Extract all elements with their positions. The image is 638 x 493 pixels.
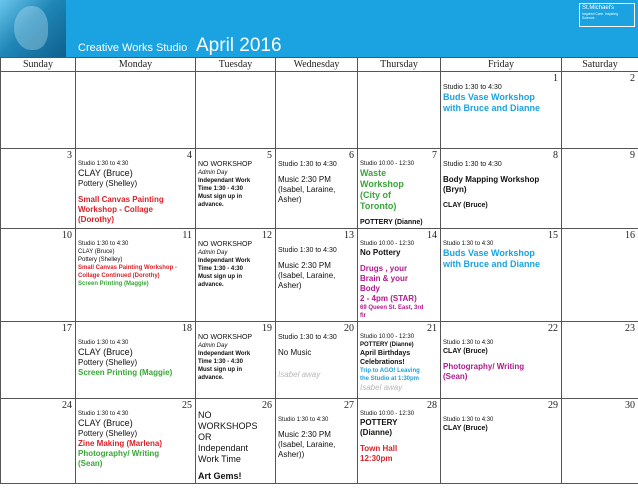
month-title: April 2016 (196, 35, 282, 56)
day-cell[interactable] (441, 149, 562, 229)
event-text: Studio 1:30 to 4:30 (78, 340, 129, 346)
event-list (278, 410, 343, 460)
week-row (1, 149, 638, 229)
day-cell[interactable] (76, 322, 196, 399)
weekday-label: Wednesday (276, 58, 358, 72)
event-list (360, 333, 426, 393)
event-text: Pottery (Shelley) (78, 429, 138, 438)
event-text: Town Hall 12:30pm (360, 444, 398, 463)
event-text: Studio 1:30 to 4:30 (278, 161, 337, 168)
event-text: CLAY (Bruce) (78, 347, 133, 357)
day-cell[interactable] (76, 72, 196, 149)
event-text: Pottery (Shelley) (78, 179, 138, 188)
event-text: Pottery (Shelley) (78, 358, 138, 367)
event-text: Photography/ Writing (Sean) (443, 362, 525, 381)
event-text: Must sign up in advance. (198, 194, 242, 208)
day-cell[interactable] (76, 229, 196, 322)
day-cell[interactable] (1, 229, 76, 322)
event-text: NO WORKSHOP (198, 241, 253, 248)
event-text: Independant Work Time 1:30 - 4:30 (198, 351, 251, 365)
day-number: 16 (625, 230, 635, 241)
day-number: 3 (67, 150, 72, 161)
day-cell[interactable] (441, 399, 562, 484)
event-text: Studio 1:30 to 4:30 (443, 417, 494, 423)
event-text: Small Canvas Painting Workshop - Collage (Dorothy) (78, 195, 164, 224)
event-text: Studio 1:30 to 4:30 (443, 241, 494, 247)
day-cell[interactable] (562, 322, 638, 399)
event-text: Admin Day (198, 250, 228, 256)
weekday-label: Monday (76, 58, 196, 72)
event-text: April Birthdays Celebrations! (360, 350, 411, 366)
event-text: 2 - 4pm (STAR) (360, 294, 417, 303)
day-number: 8 (553, 150, 558, 161)
day-number: 1 (553, 73, 558, 84)
day-number: 5 (267, 150, 272, 161)
day-cell[interactable] (196, 322, 276, 399)
event-text: Photography/ Writing (Sean) (78, 449, 160, 468)
weekday-label: Friday (441, 58, 562, 72)
event-list (198, 333, 261, 382)
weekday-label: Sunday (1, 58, 76, 72)
day-cell[interactable] (196, 399, 276, 484)
event-list (443, 83, 547, 114)
event-text: Body Mapping Workshop (Bryn) (443, 175, 540, 194)
week-row (1, 229, 638, 322)
event-text: Screen Printing (Maggie) (78, 281, 149, 287)
day-cell[interactable] (276, 322, 358, 399)
event-text: Admin Day (198, 343, 228, 349)
event-text: Studio 1:30 to 4:30 (78, 241, 129, 247)
day-number: 25 (182, 400, 192, 411)
event-text: Studio 10:00 - 12:30 (360, 334, 415, 340)
studio-name: Creative Works Studio (78, 42, 188, 54)
day-number: 27 (344, 400, 354, 411)
week-row (1, 72, 638, 149)
event-list (78, 410, 181, 469)
day-number: 10 (62, 230, 72, 241)
event-list (360, 160, 426, 227)
event-text: Pottery (Shelley) (78, 257, 123, 263)
day-cell[interactable] (1, 72, 76, 149)
event-text: CLAY (Bruce) (78, 249, 115, 255)
event-text: No Pottery (360, 248, 401, 257)
day-number: 7 (432, 150, 437, 161)
day-cell[interactable] (276, 149, 358, 229)
event-text: Studio 1:30 to 4:30 (278, 417, 329, 423)
event-list (78, 240, 181, 288)
day-number: 15 (548, 230, 558, 241)
day-cell[interactable] (358, 229, 441, 322)
day-cell[interactable] (196, 229, 276, 322)
event-text: Studio 10:00 - 12:30 (360, 161, 415, 167)
weekday-label: Saturday (562, 58, 638, 72)
event-list (360, 240, 426, 320)
header-photo (0, 0, 66, 57)
event-text: Small Canvas Painting Workshop - Collage Continued (Dorothy) (78, 265, 177, 279)
day-number: 21 (427, 323, 437, 334)
event-text: POTTERY (Dianne) (360, 418, 398, 437)
day-cell[interactable] (276, 229, 358, 322)
day-cell[interactable] (358, 149, 441, 229)
event-text: Drugs , your Brain & your Body (360, 264, 409, 293)
day-number: 20 (344, 323, 354, 334)
day-number: 19 (262, 323, 272, 334)
day-cell[interactable] (196, 149, 276, 229)
day-cell[interactable] (358, 322, 441, 399)
day-cell[interactable] (562, 399, 638, 484)
day-cell[interactable] (441, 229, 562, 322)
event-text: Studio 1:30 to 4:30 (78, 161, 129, 167)
day-number: 18 (182, 323, 192, 334)
event-text: Buds Vase Workshop with Bruce and Dianne (443, 248, 541, 269)
event-text: Waste Workshop (City of Toronto) (360, 168, 404, 211)
week-row (1, 322, 638, 399)
day-cell[interactable] (358, 72, 441, 149)
day-cell[interactable] (358, 399, 441, 484)
event-text: Isabel away (278, 370, 321, 379)
day-number: 23 (625, 323, 635, 334)
event-list (443, 333, 547, 382)
day-number: 22 (548, 323, 558, 334)
day-number: 13 (344, 230, 354, 241)
day-cell[interactable] (562, 229, 638, 322)
event-list (443, 160, 547, 210)
event-text: 69 Queen St. East, 3rd flr (360, 305, 424, 319)
week-row (1, 399, 638, 484)
event-text: No Music (278, 348, 312, 357)
event-text: POTTERY (Dianne) (360, 342, 414, 348)
day-number: 11 (182, 230, 192, 241)
day-number: 30 (625, 400, 635, 411)
day-cell[interactable] (562, 72, 638, 149)
event-text: POTTERY (Dianne) (360, 219, 423, 226)
event-list (78, 160, 181, 225)
day-number: 24 (62, 400, 72, 411)
day-cell[interactable] (76, 149, 196, 229)
event-list (360, 410, 426, 464)
event-list (443, 240, 547, 270)
calendar-header (0, 0, 638, 57)
event-text: NO WORKSHOP (198, 334, 253, 341)
day-cell[interactable] (562, 149, 638, 229)
event-text: Studio 1:30 to 4:30 (443, 84, 502, 91)
event-text: Studio 1:30 to 4:30 (278, 334, 337, 341)
event-text: CLAY (Bruce) (443, 202, 488, 209)
st-michaels-logo (579, 3, 635, 27)
event-list (78, 333, 181, 378)
event-list (198, 160, 261, 209)
event-text: Isabel away (360, 383, 403, 392)
day-cell[interactable] (276, 399, 358, 484)
day-cell[interactable] (1, 399, 76, 484)
event-text: Buds Vase Workshop with Bruce and Dianne (443, 92, 541, 113)
day-cell[interactable] (441, 72, 562, 149)
day-number: 29 (548, 400, 558, 411)
event-list (278, 160, 343, 205)
event-list (198, 240, 261, 289)
event-text: CLAY (Bruce) (78, 418, 133, 428)
event-text: Trip to AGO! Leaving the Studio at 1:30pm (360, 368, 420, 382)
event-list (443, 410, 547, 433)
day-number: 4 (187, 150, 192, 161)
weekday-label: Thursday (358, 58, 441, 72)
event-text: NO WORKSHOP (198, 161, 253, 168)
day-number: 14 (427, 230, 437, 241)
event-text: Studio 10:00 - 12:30 (360, 241, 415, 247)
event-text: Independant Work Time 1:30 - 4:30 (198, 258, 251, 272)
event-text: Independant Work Time 1:30 - 4:30 (198, 178, 251, 192)
day-cell[interactable] (1, 322, 76, 399)
event-text: Admin Day (198, 170, 228, 176)
event-text: CLAY (Bruce) (443, 348, 488, 355)
event-text: Music 2:30 PM (Isabel, Laraine, Asher) (278, 175, 336, 204)
day-number: 17 (62, 323, 72, 334)
event-list (278, 240, 343, 291)
event-text: Music 2:30 PM (Isabel, Laraine, Asher)) (278, 430, 336, 459)
event-text: Studio 1:30 to 4:30 (278, 247, 337, 254)
event-text: Studio 10:00 - 12:30 (360, 411, 415, 417)
day-number: 28 (427, 400, 437, 411)
day-number: 12 (262, 230, 272, 241)
event-text: Studio 1:30 to 4:30 (443, 340, 494, 346)
event-text: Screen Printing (Maggie) (78, 368, 173, 377)
weekday-header-row (1, 58, 638, 72)
day-number: 9 (630, 150, 635, 161)
event-text: NO WORKSHOPS OR Independant Work Time (198, 410, 258, 464)
event-text: Studio 1:30 to 4:30 (78, 411, 129, 417)
event-list (198, 410, 261, 482)
day-number: 6 (349, 150, 354, 161)
day-number: 2 (630, 73, 635, 84)
event-text: Must sign up in advance. (198, 367, 242, 381)
day-cell[interactable] (76, 399, 196, 484)
calendar-grid (0, 57, 638, 484)
day-cell[interactable] (196, 72, 276, 149)
event-text: Must sign up in advance. (198, 274, 242, 288)
event-text: Studio 1:30 to 4:30 (443, 161, 502, 168)
day-cell[interactable] (441, 322, 562, 399)
day-cell[interactable] (276, 72, 358, 149)
logo-tagline: Inspired Care. Inspiring Science. (582, 12, 619, 20)
event-text: Art Gems! (198, 471, 242, 481)
event-text: Zine Making (Marlena) (78, 439, 163, 448)
day-cell[interactable] (1, 149, 76, 229)
event-text: CLAY (Bruce) (78, 168, 133, 178)
day-number: 26 (262, 400, 272, 411)
logo-name: St.Michael's (582, 5, 615, 11)
event-text: CLAY (Bruce) (443, 425, 488, 432)
weekday-label: Tuesday (196, 58, 276, 72)
event-list (278, 333, 343, 380)
event-text: Music 2:30 PM (Isabel, Laraine, Asher) (278, 261, 336, 290)
